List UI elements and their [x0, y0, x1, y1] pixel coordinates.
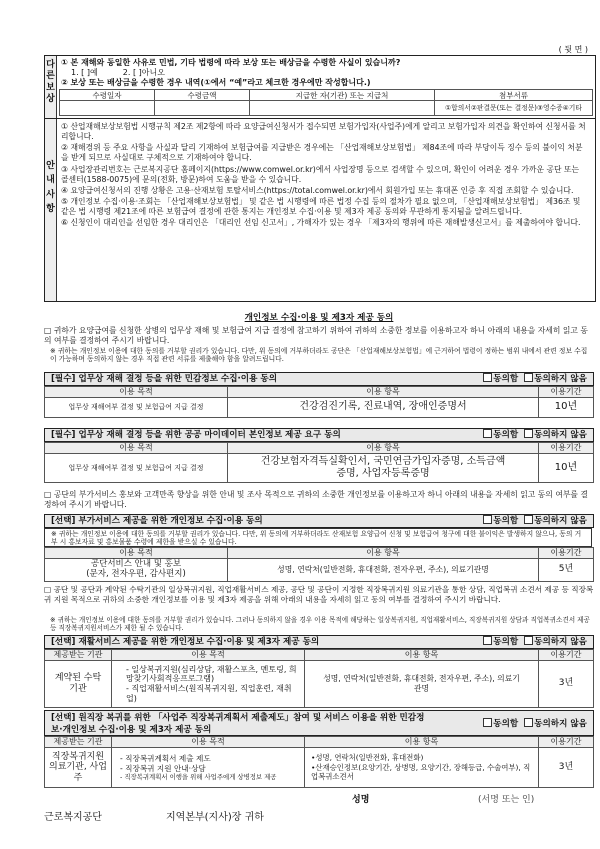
- consent-s1-disagree[interactable]: 동의하지 않음: [524, 374, 587, 384]
- cell-receipt-date[interactable]: [60, 101, 155, 116]
- s1-purpose: 업무상 재해여부 결정 및 보험급여 지급 결정: [45, 398, 228, 418]
- consent-s3-note: ※ 귀하는 개인정보 이용에 대한 동의를 거부할 권리가 있습니다. 다만, 위 동의에 거부하더라도 산재보험 요양급여 신청 및 보험급여 청구에 대한 불이익은 발생하지 않으나, 동의 거부 시 홍보자료 및 홍보물품 수령에 제한을 받으실 수 있습니다.: [44, 528, 592, 547]
- consent-s4-note: ※ 귀하는 개인정보 이용에 대한 동의를 거부할 권리가 있습니다. 그러나 동의하지 않을 경우 이용 목적에 해당하는 일상복귀지원, 직업재활서비스, 직장복귀지원 상담과 직업복귀소견서 제공 등 직장복귀지원서비스가 제한 될 수 있습니다.: [50, 616, 590, 633]
- guide-item: ⑤ 개인정보 수집·이용·조회는 「산업재해보상보험법」 및 같은 법 시행령에 따른 법정 수집 등의 절차가 필요 없으며, 「산업재해보상보험법」 제36조 및 같은 법 시행령 제21조에 따른 보험급여 결정에 관한 통지는 개인정보 수집·이용 및 제3자 제공 동의와 무관하게 통지됨을 알려드립니다.: [61, 196, 581, 216]
- consent-s5-disagree[interactable]: 동의하지 않음: [524, 719, 587, 729]
- checkbox-icon: [483, 373, 492, 382]
- office-name: 지역본부(지사)장 귀하: [166, 812, 264, 823]
- s3-period: 5년: [539, 559, 594, 582]
- s4-period: 3년: [539, 661, 594, 708]
- checkbox-icon: [483, 429, 492, 438]
- signature-field[interactable]: [380, 793, 470, 805]
- s4-purpose-item: - 일상복귀지원(심리상담, 재활스포츠, 멘토링, 희망찾기사회적응프로그램): [126, 664, 297, 684]
- s2-col-items: 이용 항목: [228, 443, 539, 454]
- s4-purpose-item: - 직업재활서비스(원직복귀지원, 직업훈련, 재취업): [126, 684, 292, 703]
- s5-col-period: 이용기간: [539, 737, 594, 748]
- other-compensation-side-title: 다른보상: [45, 56, 57, 118]
- guide-section: [44, 118, 596, 302]
- s1-period: 10년: [539, 398, 594, 418]
- consent-s4-table: [44, 649, 594, 708]
- signature-label: 성명: [352, 795, 370, 805]
- other-compensation-section: [44, 55, 596, 119]
- s5-items-a: •성명, 연락처(일반전화, 휴대전화): [311, 753, 424, 763]
- s2-col-period: 이용기간: [539, 443, 594, 454]
- s4-purposes: [112, 661, 305, 708]
- checkbox-icon: [483, 718, 492, 727]
- s1-items: 건강검진기록, 진료내역, 장애인증명서: [228, 398, 539, 418]
- s5-provider: 직장복귀지원 의료기관, 사업주: [45, 748, 112, 788]
- checkbox-icon: [524, 373, 533, 382]
- header-payer: 지급한 자(기관) 또는 지급처: [250, 90, 435, 101]
- s4-col-items: 이용 항목: [305, 650, 539, 661]
- consent-s2-agree[interactable]: 동의함: [483, 430, 518, 440]
- consent-s1-options: [483, 373, 587, 385]
- option-yes[interactable]: 1. [ ]예: [71, 68, 98, 77]
- s4-provider: 계약된 수탁기관: [45, 661, 112, 708]
- checkbox-icon: [524, 636, 533, 645]
- consent-s3-intro: □ 공단의 부가서비스 홍보와 고객만족 향상을 위한 안내 및 조사 목적으로 귀하의 소중한 개인정보를 이용하고자 하니 아래의 내용을 자세히 읽고 동의 여부를 결정하여 주시기 바랍니다.: [44, 490, 588, 510]
- consent-s5-title: [선택] 원직장 복귀를 위한 「사업주 직장복귀계획서 제출제도」참여 및 서비스 이용을 위한 민감정보·개인정보 수집·이용 및 제3자 제공 동의: [51, 713, 425, 735]
- s5-items-b: •산재승인정보(요양기간, 상병명, 요양기간, 장해등급, 수술여부), 직업복귀소견서: [311, 762, 531, 782]
- privacy-intro: □ 귀하가 요양급여를 신청한 상병의 업무상 재해 및 보험급여 지급 결정에 참고하기 위하여 귀하의 소중한 정보를 이용하고자 하니 아래의 내용을 자세히 읽고 동의 여부를 결정하여 주시기 바랍니다.: [44, 326, 588, 346]
- consent-s4-title: [선택] 재활서비스 제공을 위한 개인정보 수집·이용 및 제3자 제공 동의: [51, 637, 320, 647]
- consent-s5-options: [483, 718, 587, 730]
- s5-purpose-item: - 직장복귀 지원 안내·상담: [120, 763, 206, 773]
- consent-s1-table: [44, 386, 594, 418]
- privacy-note: ※ 귀하는 개인정보 이용에 대한 동의를 거부할 권리가 있습니다. 다만, 위 동의에 거부하더라도 공단은 「산업재해보상보험법」에 근거하여 법령이 정하는 범위 내에서 관련 정보 수집이 가능하며 동의하지 않는 경우 직접 관련 서류를 제출해야 함을 알려드립니다.: [50, 347, 588, 364]
- consent-s3-disagree[interactable]: 동의하지 않음: [524, 516, 587, 526]
- consent-s5-header: [44, 710, 594, 736]
- consent-s3-options: [483, 515, 587, 527]
- consent-s2-title: [필수] 업무상 재해 결정 등을 위한 공공 마이데이터 본인정보 제공 요구 동의: [51, 430, 341, 440]
- guide-item: ② 재해경위 등 주요 사항을 사실과 달리 기재하여 보험급여를 지급받은 경우에는 「산업재해보상보험법」 제84조에 따라 부당이득 징수 등의 불이익 처분을 받게 되므로 사실대로 구체적으로 기재하여야 합니다.: [61, 143, 583, 163]
- consent-s2-options: [483, 429, 587, 441]
- question-1-options: [71, 68, 165, 78]
- s5-purpose-item: - 직장복귀계획서 제출 제도: [120, 754, 211, 764]
- s3-col-items: 이용 항목: [228, 548, 539, 559]
- guide-list: [61, 122, 589, 228]
- consent-s3-title: [선택] 부가서비스 제공을 위한 개인정보 수집·이용 동의: [51, 516, 263, 526]
- consent-s2-header: [44, 428, 594, 442]
- consent-s3-table: [44, 547, 594, 582]
- s5-col-purpose: 이용 목적: [112, 737, 305, 748]
- consent-s1-header: [44, 372, 594, 386]
- page-label: ( 뒷 면 ): [558, 45, 588, 54]
- checkbox-icon: [524, 718, 533, 727]
- consent-s4-agree[interactable]: 동의함: [483, 637, 518, 647]
- s3-col-purpose: 이용 목적: [45, 548, 228, 559]
- consent-s2-disagree[interactable]: 동의하지 않음: [524, 430, 587, 440]
- s3-purpose: 공단서비스 안내 및 홍보 (문자, 전자우편, 감사편지): [45, 559, 228, 582]
- option-no[interactable]: 2. [ ]아니오: [122, 68, 165, 77]
- s5-purposes: [112, 748, 305, 788]
- s1-col-period: 이용기간: [539, 387, 594, 398]
- signature-hint: (서명 또는 인): [478, 795, 535, 805]
- cell-receipt-amount[interactable]: [155, 101, 250, 116]
- consent-s1-agree[interactable]: 동의함: [483, 374, 518, 384]
- question-2: ② 보상 또는 배상금을 수령한 경우 내역(①에서 “예”라고 체크한 경우에만 작성합니다.): [61, 78, 371, 87]
- compensation-table: [59, 89, 593, 116]
- consent-s2-table: [44, 442, 594, 483]
- guide-side-title: 안내사항: [45, 119, 57, 301]
- privacy-title: 개인정보 수집·이용 및 제3자 제공 동의: [244, 313, 394, 323]
- s4-col-period: 이용기간: [539, 650, 594, 661]
- s2-purpose: 업무상 재해여부 결정 및 보험급여 지급 결정: [45, 454, 228, 483]
- s5-purpose-item: - 직장복귀계획서 이행을 위해 사업주에게 상병정보 제공: [120, 772, 277, 781]
- s5-period: 3년: [539, 748, 594, 788]
- cell-payer[interactable]: [250, 101, 435, 116]
- checkbox-icon: [483, 515, 492, 524]
- guide-item: ④ 요양급여신청서의 진행 상황은 고용·산재보험 토탈서비스(https://total.comwel.or.kr)에서 회원가입 또는 휴대폰 인증 후 직접 조회할 수 있습니다.: [61, 185, 574, 195]
- checkbox-icon: [483, 636, 492, 645]
- s4-items: 성명, 연락처(일반전화, 휴대전화, 전자우편, 주소), 의료기관명: [305, 661, 539, 708]
- cell-attachments[interactable]: ①합의서②판결문(또는 결정문)③영수증④기타: [435, 101, 593, 116]
- s4-col-provider: 제공받는 기관: [45, 650, 112, 661]
- guide-item: ① 산업재해보상보험법 시행규칙 제2조 제2항에 따라 요양급여신청서가 접수되면 보험가입자(사업주)에게 알리고 보험가입자 의견을 확인하여 신청서를 처리합니다.: [61, 122, 586, 142]
- consent-s4-header: [44, 635, 594, 649]
- consent-s4-intro: □ 공단 및 공단과 계약된 수탁기관의 일상복귀지원, 직업재활서비스 제공, 공단 및 공단이 지정한 직장복귀지원 의료기관을 통한 상담, 직업복귀 소견서 제공 등 직장복귀 지원 목적으로 귀하의 소중한 개인정보를 이용 및 제3자 제공을 위해 아래의 내용을 자세히 읽고 동의 여부를 결정하여 주시기 바랍니다.: [44, 585, 594, 604]
- consent-s5-agree[interactable]: 동의함: [483, 719, 518, 729]
- s5-col-items: 이용 항목: [305, 737, 539, 748]
- consent-s4-disagree[interactable]: 동의하지 않음: [524, 637, 587, 647]
- s4-col-purpose: 이용 목적: [112, 650, 305, 661]
- header-receipt-date: 수령일자: [60, 90, 155, 101]
- s5-col-provider: 제공받는 기관: [45, 737, 112, 748]
- s3-col-period: 이용기간: [539, 548, 594, 559]
- s5-items: [305, 748, 539, 788]
- s2-col-purpose: 이용 목적: [45, 443, 228, 454]
- org-name: 근로복지공단: [44, 812, 102, 823]
- header-attachments: 첨부서류: [435, 90, 593, 101]
- guide-item: ⑥ 신청인이 대리인을 선임한 경우 대리인은 「대리인 선임 신고서」, 가해자가 있는 경우 「제3자의 행위에 따른 재해발생신고서」를 제출하여야 합니다.: [61, 218, 581, 228]
- consent-s3-agree[interactable]: 동의함: [483, 516, 518, 526]
- s1-col-items: 이용 항목: [228, 387, 539, 398]
- guide-item: ③ 사업장관리번호는 근로복지공단 홈페이지(https://www.comwel.or.kr)에서 사업장명 등으로 검색할 수 있으며, 확인이 어려운 경우 가까운 공단 또는 콜센터(1588-0075)에 문의(전화, 방문)하여 도움을 받을 수 있습니다.: [61, 164, 580, 184]
- checkbox-icon: [524, 515, 533, 524]
- question-1: ① 본 재해와 동일한 사유로 민법, 기타 법령에 따라 보상 또는 배상금을 수령한 사실이 있습니까?: [61, 58, 401, 67]
- consent-s3-header: [44, 514, 594, 528]
- consent-s5-table: [44, 736, 594, 788]
- consent-s4-options: [483, 636, 587, 648]
- s3-items: 성명, 연락처(일반전화, 휴대전화, 전자우편, 주소), 의료기관명: [228, 559, 539, 582]
- checkbox-icon: [524, 429, 533, 438]
- s1-col-purpose: 이용 목적: [45, 387, 228, 398]
- header-receipt-amount: 수령금액: [155, 90, 250, 101]
- consent-s1-title: [필수] 업무상 재해 결정 등을 위한 민감정보 수집·이용 동의: [51, 374, 277, 384]
- s2-period: 10년: [539, 454, 594, 483]
- s2-items: 건강보험자격득실확인서, 국민연금가입자증명, 소득금액증명, 사업자등록증명: [228, 454, 539, 483]
